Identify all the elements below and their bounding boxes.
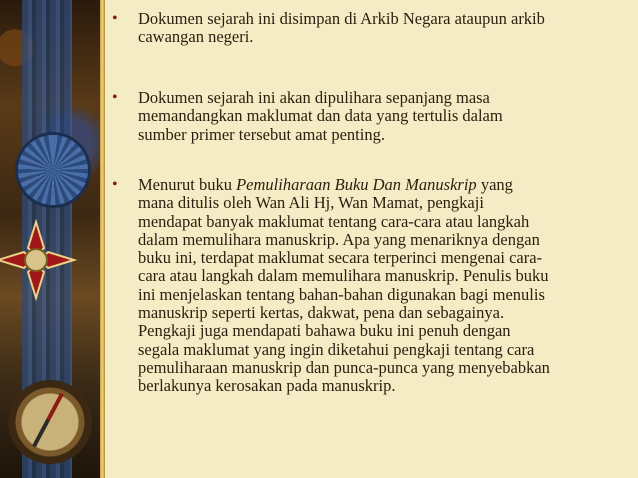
bullet-dot: •	[112, 89, 118, 106]
compass-image	[8, 380, 92, 464]
text-line: memandangkan maklumat dan data yang tertulis dalam	[138, 106, 503, 126]
text-line: pemuliharaan manuskrip dan punca-punca yang menyebabkan	[138, 357, 550, 377]
slide-content	[112, 0, 630, 478]
bullet-dot: •	[112, 10, 118, 27]
text-line: Dokumen sejarah ini akan dipulihara sepanjang masa	[138, 88, 490, 107]
bullet-text	[138, 10, 628, 47]
text-line: manuskrip seperti kertas, dakwat, pena dan sebagainya.	[138, 303, 505, 323]
text-line: dalam memulihara manuskrip. Apa yang menariknya dengan	[138, 229, 540, 249]
text-prefix: Menurut buku	[138, 175, 237, 194]
text-line: Pengkaji juga mendapati bahawa buku ini penuh dengan	[138, 321, 511, 341]
text-line: cawangan negeri.	[138, 27, 254, 47]
text-line: berlakunya kerosakan pada manuskrip.	[138, 376, 396, 396]
rosette-image	[18, 135, 88, 205]
text-line: cara atau langkah dalam memulihara manuskrip. Penulis buku	[138, 266, 549, 286]
text-line: buku ini, terdapat maklumat secara terperinci mengenai cara-	[138, 248, 543, 268]
bullet-text	[138, 89, 628, 144]
text-line: Dokumen sejarah ini disimpan di Arkib Negara ataupun arkib	[138, 9, 545, 28]
bullet-text	[138, 176, 628, 396]
text-line: mana ditulis oleh Wan Ali Hj, Wan Mamat, pengkaji	[138, 193, 484, 213]
text-line: sumber primer tersebut amat penting.	[138, 124, 385, 144]
decorative-photo-strip	[0, 0, 100, 478]
text-line: ini menjelaskan tentang bahan-bahan digunakan bagi menulis	[138, 284, 545, 304]
text-line	[138, 176, 628, 194]
book-title: Pemuliharaan Buku Dan Manuskrip	[236, 175, 477, 194]
text-line: segala maklumat yang ingin diketahui pengkaji tentang cara	[138, 339, 535, 359]
medal-cross-icon	[0, 215, 80, 305]
text-line: mendapat banyak maklumat tentang cara-cara atau langkah	[138, 211, 530, 231]
gold-divider-bar	[100, 0, 105, 478]
bullet-dot: •	[112, 176, 118, 193]
text-suffix: yang	[476, 175, 513, 194]
